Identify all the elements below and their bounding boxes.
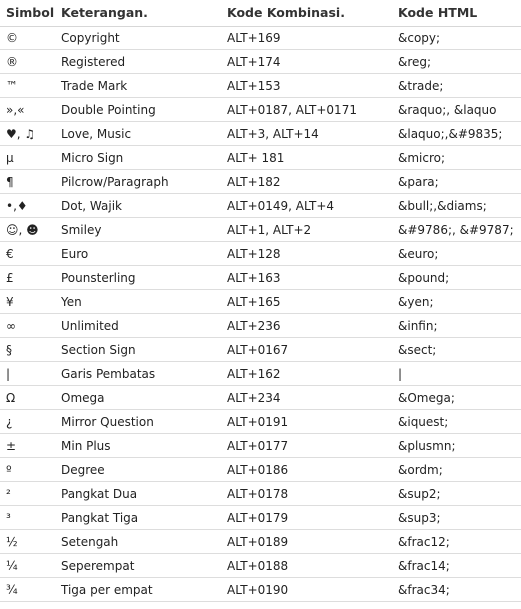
symbol-cell: •,♦ xyxy=(6,199,28,213)
combo-cell: ALT+1, ALT+2 xyxy=(227,223,312,237)
combo-cell: ALT+0186 xyxy=(227,463,289,477)
html-code-cell: &yen; xyxy=(398,295,434,309)
symbol-cell: ☺, ☻ xyxy=(6,223,39,237)
html-code-cell: &copy; xyxy=(398,31,441,45)
header-html: Kode HTML xyxy=(398,5,478,20)
html-code-cell: &Omega; xyxy=(398,391,455,405)
table-row xyxy=(0,482,521,506)
symbol-cell: »,« xyxy=(6,103,25,117)
html-code-cell: &sup3; xyxy=(398,511,441,525)
html-code-cell: &frac34; xyxy=(398,583,450,597)
combo-cell: ALT+128 xyxy=(227,247,281,261)
symbol-cell: µ xyxy=(6,151,14,165)
combo-cell: ALT+162 xyxy=(227,367,281,381)
html-code-cell: &trade; xyxy=(398,79,444,93)
table-row xyxy=(0,290,521,314)
header-combo: Kode Kombinasi. xyxy=(227,5,345,20)
symbol-cell: ¼ xyxy=(6,559,18,573)
symbol-cell: ½ xyxy=(6,535,18,549)
symbol-cell: º xyxy=(6,463,12,477)
combo-cell: ALT+0177 xyxy=(227,439,289,453)
table-row xyxy=(0,338,521,362)
description-cell: Pounsterling xyxy=(61,271,136,285)
table-row xyxy=(0,314,521,338)
combo-cell: ALT+0179 xyxy=(227,511,289,525)
description-cell: Registered xyxy=(61,55,126,69)
combo-cell: ALT+0167 xyxy=(227,343,289,357)
html-code-cell: &#9786;, &#9787; xyxy=(398,223,514,237)
symbol-cell: ³ xyxy=(6,511,11,525)
html-code-cell: &micro; xyxy=(398,151,446,165)
description-cell: Euro xyxy=(61,247,89,261)
symbol-cell: € xyxy=(6,247,14,261)
html-code-cell: &laquo;,&#9835; xyxy=(398,127,503,141)
table-row xyxy=(0,434,521,458)
header-description: Keterangan. xyxy=(61,5,148,20)
description-cell: Smiley xyxy=(61,223,102,237)
html-code-cell: &frac12; xyxy=(398,535,450,549)
symbol-cell: | xyxy=(6,367,11,381)
combo-cell: ALT+169 xyxy=(227,31,281,45)
header-symbol: Simbol xyxy=(6,5,55,20)
symbol-cell: £ xyxy=(6,271,14,285)
table-row xyxy=(0,266,521,290)
description-cell: Love, Music xyxy=(61,127,132,141)
html-code-cell: &sup2; xyxy=(398,487,441,501)
symbol-cell: ♥, ♫ xyxy=(6,127,36,141)
description-cell: Micro Sign xyxy=(61,151,124,165)
html-code-cell: &plusmn; xyxy=(398,439,456,453)
description-cell: Min Plus xyxy=(61,439,111,453)
combo-cell: ALT+0191 xyxy=(227,415,289,429)
table-row xyxy=(0,146,521,170)
description-cell: Section Sign xyxy=(61,343,136,357)
combo-cell: ALT+236 xyxy=(227,319,281,333)
table-row xyxy=(0,362,521,386)
description-cell: Garis Pembatas xyxy=(61,367,156,381)
table-row xyxy=(0,506,521,530)
combo-cell: ALT+0149, ALT+4 xyxy=(227,199,335,213)
table-row xyxy=(0,26,521,50)
symbol-cell: © xyxy=(6,31,18,45)
combo-cell: ALT+0189 xyxy=(227,535,289,549)
table-row xyxy=(0,386,521,410)
description-cell: Seperempat xyxy=(61,559,135,573)
table-row xyxy=(0,50,521,74)
table-row xyxy=(0,530,521,554)
html-code-cell: &frac14; xyxy=(398,559,450,573)
table-row xyxy=(0,458,521,482)
table-row xyxy=(0,242,521,266)
html-code-cell: &bull;,&diams; xyxy=(398,199,487,213)
html-code-cell: &euro; xyxy=(398,247,439,261)
symbol-cell: ¶ xyxy=(6,175,14,189)
description-cell: Yen xyxy=(61,295,82,309)
symbol-cell: ± xyxy=(6,439,17,453)
combo-cell: ALT+0187, ALT+0171 xyxy=(227,103,357,117)
combo-cell: ALT+0190 xyxy=(227,583,289,597)
description-cell: Pilcrow/Paragraph xyxy=(61,175,169,189)
symbol-cell: Ω xyxy=(6,391,16,405)
symbol-cell: ¥ xyxy=(6,295,14,309)
description-cell: Mirror Question xyxy=(61,415,154,429)
table-row xyxy=(0,554,521,578)
symbol-cell: ∞ xyxy=(6,319,16,333)
description-cell: Tiga per empat xyxy=(61,583,153,597)
symbol-cell: § xyxy=(6,343,12,357)
html-code-cell: &para; xyxy=(398,175,439,189)
html-code-cell: &reg; xyxy=(398,55,432,69)
symbol-cell: ™ xyxy=(6,79,18,93)
combo-cell: ALT+153 xyxy=(227,79,281,93)
description-cell: Trade Mark xyxy=(61,79,128,93)
description-cell: Copyright xyxy=(61,31,120,45)
description-cell: Double Pointing xyxy=(61,103,156,117)
combo-cell: ALT+182 xyxy=(227,175,281,189)
combo-cell: ALT+234 xyxy=(227,391,281,405)
description-cell: Pangkat Tiga xyxy=(61,511,139,525)
description-cell: Omega xyxy=(61,391,105,405)
combo-cell: ALT+0178 xyxy=(227,487,289,501)
table-header xyxy=(0,0,521,27)
html-code-cell: &pound; xyxy=(398,271,450,285)
html-code-cell: &infin; xyxy=(398,319,438,333)
combo-cell: ALT+174 xyxy=(227,55,281,69)
table-row xyxy=(0,74,521,98)
html-code-cell: | xyxy=(398,367,403,381)
combo-cell: ALT+ 181 xyxy=(227,151,285,165)
symbol-cell: ® xyxy=(6,55,18,69)
description-cell: Pangkat Dua xyxy=(61,487,138,501)
table-row xyxy=(0,410,521,434)
symbol-cell: ¾ xyxy=(6,583,18,597)
html-code-cell: &raquo;, &laquo xyxy=(398,103,497,117)
table-row xyxy=(0,122,521,146)
description-cell: Dot, Wajik xyxy=(61,199,122,213)
html-code-cell: &ordm; xyxy=(398,463,443,477)
table-row xyxy=(0,170,521,194)
symbol-cell: ¿ xyxy=(6,415,13,429)
html-code-cell: &iquest; xyxy=(398,415,449,429)
description-cell: Setengah xyxy=(61,535,119,549)
table-row xyxy=(0,194,521,218)
combo-cell: ALT+0188 xyxy=(227,559,289,573)
html-code-cell: &sect; xyxy=(398,343,437,357)
description-cell: Degree xyxy=(61,463,105,477)
description-cell: Unlimited xyxy=(61,319,119,333)
combo-cell: ALT+3, ALT+14 xyxy=(227,127,319,141)
symbol-cell: ² xyxy=(6,487,11,501)
combo-cell: ALT+163 xyxy=(227,271,281,285)
table-row xyxy=(0,218,521,242)
combo-cell: ALT+165 xyxy=(227,295,281,309)
table-row xyxy=(0,98,521,122)
table-row xyxy=(0,578,521,602)
